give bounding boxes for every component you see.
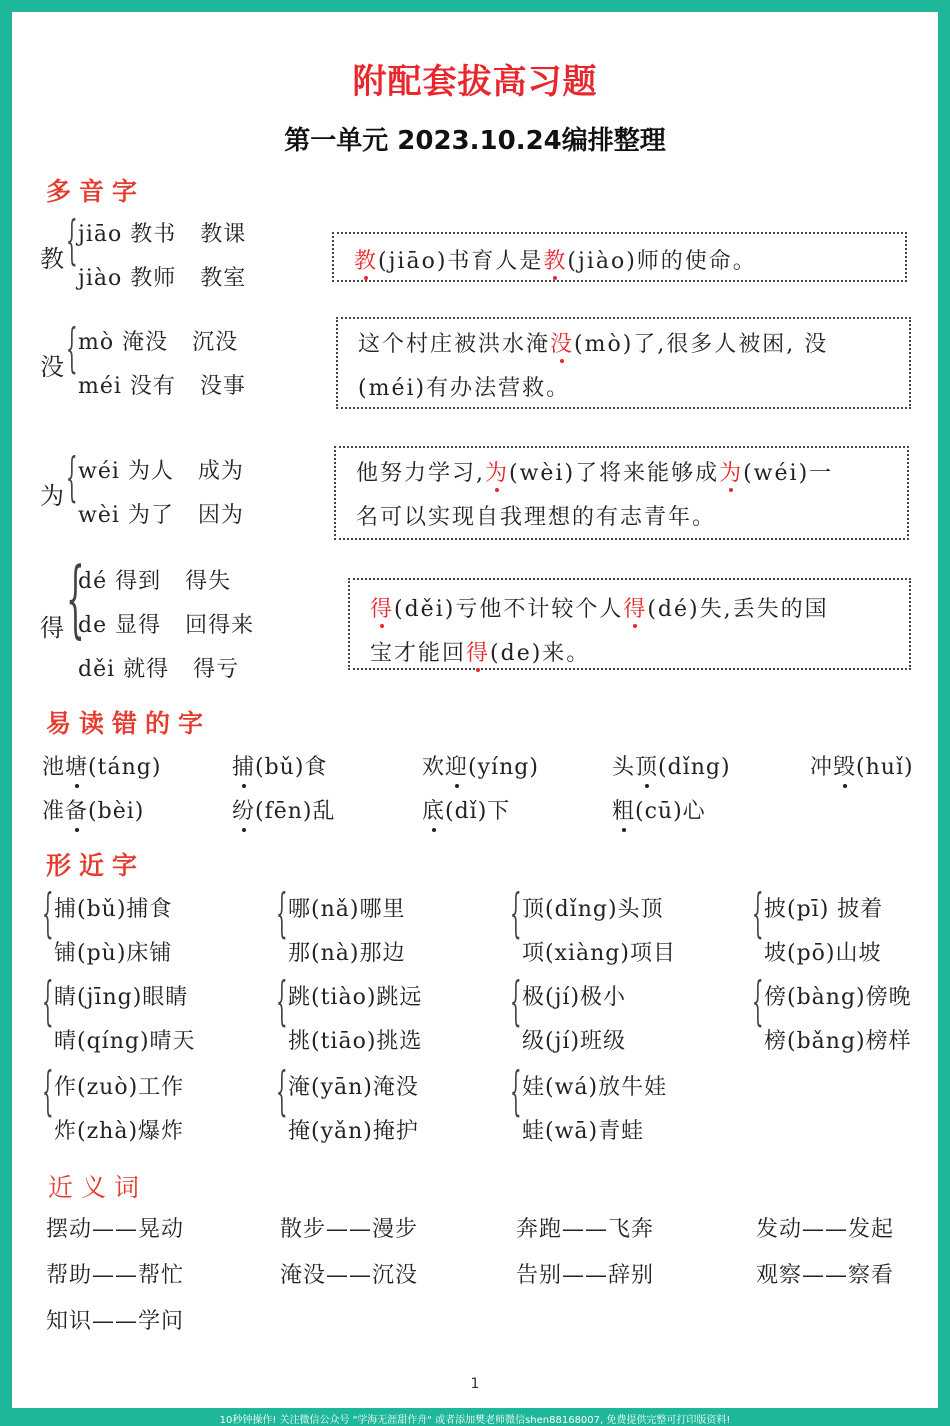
synonym-pair: 散步——漫步	[280, 1217, 419, 1242]
misread-part: (bǔ)食	[255, 755, 328, 780]
polyphonic-char: 得	[40, 614, 64, 642]
brace: {	[66, 448, 78, 508]
misread-part: 欢	[422, 755, 446, 780]
highlight-char: 教	[543, 249, 568, 274]
worksheet-page	[12, 12, 938, 1408]
example-sentence-box	[336, 317, 911, 409]
brace: {	[42, 972, 54, 1032]
similar-char-top: 作(zuò)工作	[54, 1075, 185, 1100]
brace: {	[510, 1062, 522, 1122]
highlight-char: 得	[370, 597, 395, 622]
similar-char-top: 哪(nǎ)哪里	[288, 897, 406, 922]
example-sentence-box	[332, 232, 907, 282]
misread-part: 塘	[65, 755, 89, 780]
page-title: 附配套拔高习题	[352, 62, 598, 102]
similar-char-bottom: 蛙(wā)青蛙	[522, 1119, 645, 1144]
similar-char-bottom: 项(xiàng)项目	[522, 941, 676, 966]
misread-part: (bèi)	[88, 799, 145, 824]
polyphonic-char: 没	[40, 353, 64, 381]
misread-part: 粗	[612, 799, 636, 824]
brace: {	[510, 884, 522, 944]
similar-char-top: 捕(bǔ)捕食	[54, 897, 173, 922]
misread-part: (fēn)乱	[255, 799, 336, 824]
polyphonic-reading: méi 没有 没事	[78, 374, 246, 399]
synonym-pair: 发动——发起	[756, 1217, 895, 1242]
highlight-char: 得	[623, 597, 648, 622]
brace: {	[276, 1062, 288, 1122]
polyphonic-reading: mò 淹没 沉没	[78, 330, 239, 355]
sentence-text: (de)来。	[490, 641, 591, 666]
misread-item	[810, 750, 914, 781]
sentence-line	[358, 327, 828, 358]
sentence-text: 他努力学习,	[356, 461, 485, 486]
polyphonic-reading: dé 得到 得失	[78, 569, 232, 594]
sentence-line	[358, 371, 570, 402]
brace: {	[42, 884, 54, 944]
brace: {	[752, 972, 764, 1032]
similar-char-top: 顶(dǐng)头顶	[522, 897, 664, 922]
page-subtitle: 第一单元 2023.10.24编排整理	[284, 126, 666, 156]
sentence-text: (dé)失,丢失的国	[647, 597, 829, 622]
brace: {	[66, 549, 85, 647]
similar-char-top: 睛(jīng)眼睛	[54, 985, 189, 1010]
section-similar: 形近字	[46, 851, 146, 880]
similar-char-bottom: 挑(tiāo)挑选	[288, 1029, 423, 1054]
sentence-text: (jiāo)书育人是	[378, 249, 544, 274]
misread-part: 冲	[810, 755, 834, 780]
page-number: 1	[470, 1376, 480, 1392]
similar-char-bottom: 晴(qíng)晴天	[54, 1029, 196, 1054]
similar-char-top: 傍(bàng)傍晚	[764, 985, 912, 1010]
brace: {	[752, 884, 764, 944]
sentence-line	[356, 500, 716, 531]
polyphonic-reading: wéi 为人 成为	[78, 459, 244, 484]
similar-char-top: 淹(yān)淹没	[288, 1075, 419, 1100]
section-misread: 易读错的字	[46, 709, 212, 738]
synonym-pair: 观察——察看	[756, 1263, 895, 1288]
similar-char-bottom: 榜(bǎng)榜样	[764, 1029, 912, 1054]
similar-char-top: 披(pī) 披着	[764, 897, 884, 922]
misread-part: (cū)心	[635, 799, 706, 824]
example-sentence-box	[334, 446, 909, 540]
sentence-text: (wéi)一	[743, 461, 834, 486]
sentence-text: 这个村庄被洪水淹	[358, 332, 551, 357]
sentence-line	[370, 592, 829, 623]
similar-char-bottom: 铺(pù)床铺	[54, 941, 173, 966]
sentence-line	[356, 456, 833, 487]
highlight-char: 教	[354, 249, 379, 274]
highlight-char: 没	[550, 332, 575, 357]
sentence-line	[354, 244, 757, 275]
synonym-pair: 淹没——沉没	[280, 1263, 419, 1288]
sentence-text: (mò)了,很多人被困, 没	[574, 332, 829, 357]
misread-part: (huǐ)	[856, 755, 914, 780]
misread-part: 备	[65, 799, 89, 824]
misread-item	[422, 750, 539, 781]
synonym-pair: 帮助——帮忙	[46, 1263, 185, 1288]
polyphonic-reading: děi 就得 得亏	[78, 657, 240, 682]
misread-part: 毁	[833, 755, 857, 780]
polyphonic-reading: de 显得 回得来	[78, 613, 255, 638]
synonym-pair: 奔跑——飞奔	[516, 1217, 655, 1242]
sentence-line	[370, 636, 590, 667]
polyphonic-reading: wèi 为了 因为	[78, 503, 244, 528]
misread-part: 顶	[635, 755, 659, 780]
misread-item	[42, 750, 161, 781]
misread-item	[612, 750, 731, 781]
polyphonic-reading: jiào 教师 教室	[78, 266, 247, 291]
sentence-text: (wèi)了将来能够成	[509, 461, 720, 486]
sentence-text: 宝才能回	[370, 641, 467, 666]
footer-notice: 10秒钟操作! 关注微信公众号 "学海无涯甜作舟" 或者添加樊老师微信shen88168007, 免费提供完整可打印版资料!	[219, 1415, 731, 1426]
misread-part: 底	[422, 799, 446, 824]
section-synonyms: 近义词	[48, 1173, 148, 1202]
example-sentence-box	[348, 578, 911, 670]
brace: {	[66, 211, 78, 271]
brace: {	[276, 884, 288, 944]
sentence-text: (děi)亏他不计较个人	[394, 597, 624, 622]
synonym-pair: 摆动——晃动	[46, 1217, 185, 1242]
similar-char-top: 跳(tiào)跳远	[288, 985, 423, 1010]
misread-part: 准	[42, 799, 66, 824]
misread-part: 头	[612, 755, 636, 780]
polyphonic-char: 教	[40, 245, 64, 273]
misread-item	[232, 794, 336, 825]
sentence-text: (méi)有办法营救。	[358, 376, 571, 401]
section-polyphonic: 多音字	[46, 177, 146, 206]
misread-item	[422, 794, 510, 825]
brace: {	[42, 1062, 54, 1122]
misread-part: (táng)	[88, 755, 162, 780]
misread-part: (dǐ)下	[445, 799, 511, 824]
highlight-char: 为	[719, 461, 744, 486]
similar-char-bottom: 炸(zhà)爆炸	[54, 1119, 185, 1144]
misread-item	[42, 794, 144, 825]
similar-char-top: 娃(wá)放牛娃	[522, 1075, 668, 1100]
highlight-char: 为	[485, 461, 510, 486]
similar-char-bottom: 那(nà)那边	[288, 941, 406, 966]
misread-part: 纷	[232, 799, 256, 824]
similar-char-bottom: 掩(yǎn)掩护	[288, 1119, 419, 1144]
brace: {	[66, 319, 78, 379]
synonym-pair: 知识——学问	[46, 1309, 185, 1334]
brace: {	[510, 972, 522, 1032]
similar-char-bottom: 坡(pō)山坡	[764, 941, 882, 966]
misread-part: 池	[42, 755, 66, 780]
synonym-pair: 告别——辞别	[516, 1263, 655, 1288]
polyphonic-char: 为	[40, 482, 64, 510]
misread-part: 迎	[445, 755, 469, 780]
polyphonic-reading: jiāo 教书 教课	[78, 222, 247, 247]
misread-part: (yíng)	[468, 755, 539, 780]
sentence-text: 名可以实现自我理想的有志青年。	[356, 505, 717, 530]
similar-char-top: 极(jí)极小	[522, 985, 627, 1010]
highlight-char: 得	[466, 641, 491, 666]
misread-item	[232, 750, 327, 781]
sentence-text: (jiào)师的使命。	[567, 249, 757, 274]
misread-item	[612, 794, 706, 825]
similar-char-bottom: 级(jí)班级	[522, 1029, 627, 1054]
misread-part: 捕	[232, 755, 256, 780]
brace: {	[276, 972, 288, 1032]
misread-part: (dǐng)	[658, 755, 731, 780]
